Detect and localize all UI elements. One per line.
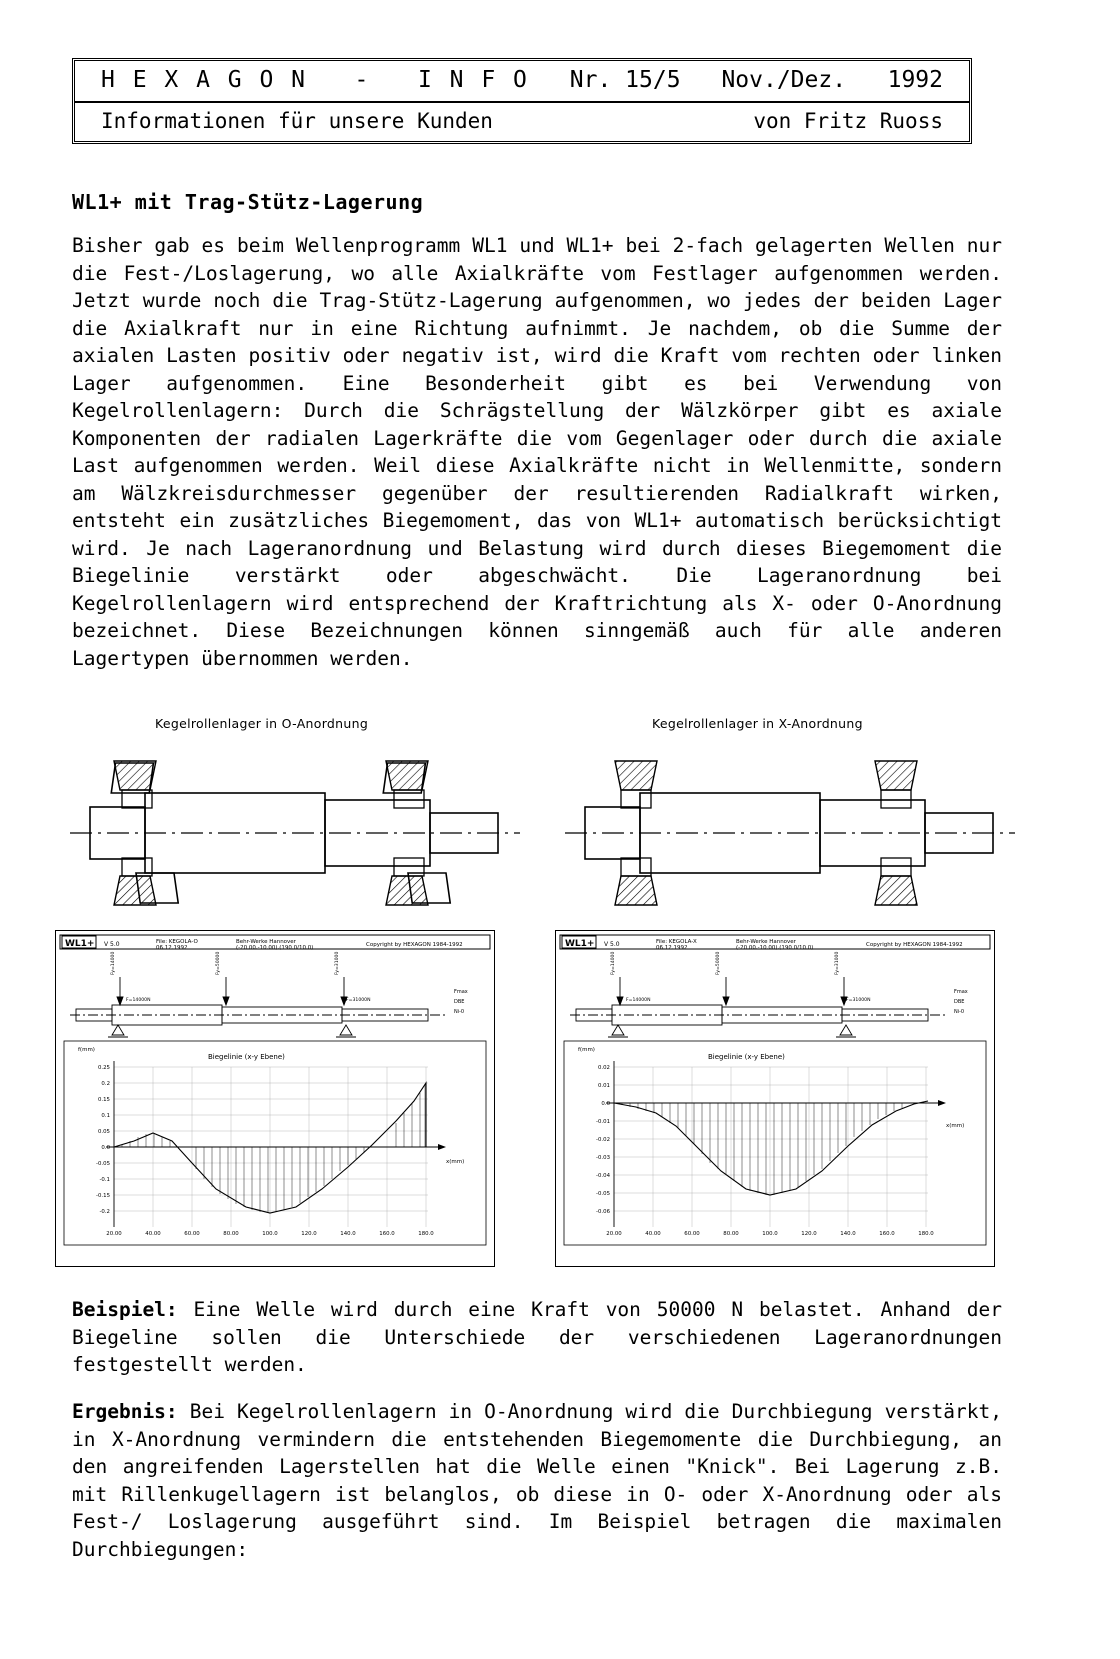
newsletter-header (72, 58, 972, 144)
svg-text:180.0: 180.0 (418, 1231, 434, 1237)
svg-text:F=14000N: F=14000N (626, 998, 651, 1003)
svg-text:140.0: 140.0 (340, 1231, 356, 1237)
svg-text:-0.05: -0.05 (96, 1161, 110, 1167)
svg-text:60.00: 60.00 (684, 1231, 700, 1237)
svg-text:0.1: 0.1 (101, 1113, 110, 1119)
plot-screenshot-o-arrangement (55, 930, 495, 1267)
svg-text:-0.05: -0.05 (596, 1191, 610, 1197)
svg-text:x(mm): x(mm) (446, 1159, 465, 1165)
svg-text:Fy=50000: Fy=50000 (716, 951, 721, 975)
header-top-row (75, 61, 969, 103)
svg-text:V 5.0: V 5.0 (604, 941, 620, 948)
svg-text:0.02: 0.02 (597, 1065, 610, 1071)
svg-text:Fmax: Fmax (454, 989, 468, 995)
svg-text:60.00: 60.00 (184, 1231, 200, 1237)
plot-right-svg (556, 931, 994, 1266)
svg-text:40.00: 40.00 (645, 1231, 661, 1237)
paragraph-beispiel (72, 1296, 1002, 1379)
svg-text:0.15: 0.15 (97, 1097, 110, 1103)
svg-text:Fy=31000: Fy=31000 (835, 951, 840, 975)
plot-left-svg (56, 931, 494, 1266)
page-title: WL1+ mit Trag-Stütz-Lagerung (72, 190, 424, 214)
svg-text:0.25: 0.25 (97, 1065, 110, 1071)
svg-text:180.0: 180.0 (918, 1231, 934, 1237)
plot-left-app-label: WL1+ (65, 939, 95, 949)
svg-text:Behr-Werke Hannover: Behr-Werke Hannover (236, 939, 296, 945)
issue-date: Nov./Dez. 1992 (721, 67, 943, 93)
svg-text:Copyright by HEXAGON 1984-1992: Copyright by HEXAGON 1984-1992 (366, 942, 463, 948)
svg-text:DBE: DBE (954, 999, 965, 1005)
diagram-caption-x: Kegelrollenlager in X-Anordnung (652, 716, 863, 731)
svg-text:140.0: 140.0 (840, 1231, 856, 1237)
svg-text:-0.04: -0.04 (596, 1173, 610, 1179)
svg-text:x(mm): x(mm) (946, 1123, 965, 1129)
beispiel-text: Eine Welle wird durch eine Kraft von 50000 N belastet. Anhand der Biegeline sollen die Unterschiede der verschiedenen Lageranordnungen festgestellt werden. (72, 1298, 1002, 1376)
header-bottom-row (75, 103, 969, 141)
svg-text:20.00: 20.00 (106, 1231, 122, 1237)
plot-screenshot-x-arrangement (555, 930, 995, 1267)
svg-text:06.12.1992: 06.12.1992 (156, 945, 188, 951)
diagram-caption-o: Kegelrollenlager in O-Anordnung (155, 716, 369, 731)
plot-left-chart-title: Biegelinie (x-y Ebene) (208, 1053, 285, 1061)
svg-text:80.00: 80.00 (223, 1231, 239, 1237)
svg-text:-0.06: -0.06 (596, 1209, 610, 1215)
svg-text:-0.15: -0.15 (96, 1193, 110, 1199)
header-author: von Fritz Ruoss (753, 109, 943, 133)
svg-text:0.05: 0.05 (97, 1129, 110, 1135)
svg-text:160.0: 160.0 (379, 1231, 395, 1237)
article-body: Bisher gab es beim Wellenprogramm WL1 und WL1+ bei 2-fach gelagerten Wellen nur die Fest-/Loslagerung, wo alle Axialkräfte vom Festlager aufgenommen werden. Jetzt wurde noch die Trag-Stütz-Lagerung aufgenommen, wo jedes der beiden Lager die Axialkraft nur in eine Richtung aufnimmt. Je nachdem, ob die Summe der axialen Lasten positiv oder negativ ist, wird die Kraft vom rechten oder linken Lager aufgenommen. Eine Besonderheit gibt es bei Verwendung von Kegelrollenlagern: Durch die Schrägstellung der Wälzkörper gibt es axiale Komponenten der radialen Lagerkräfte die vom Gegenlager oder durch die axiale Last aufgenommen werden. Weil diese Axialkräfte nicht in Wellenmitte, sondern am Wälzkreisdurchmesser gegenüber der resultierenden Radialkraft wirken, entsteht ein zusätzliches Biegemoment, das von WL1+ automatisch berücksichtigt wird. Je nach Lageranordnung und Belastung wird durch dieses Biegemoment die Biegelinie verstärkt oder abgeschwächt. Die Lageranordnung bei Kegelrollenlagern wird entsprechend der Kraftrichtung als X- oder O-Anordnung bezeichnet. Diese Bezeichnungen können sinngemäß auch für alle anderen Lagertypen übernommen werden. (72, 234, 1002, 670)
ergebnis-lead: Ergebnis: (72, 1400, 178, 1423)
svg-text:f(mm): f(mm) (78, 1047, 95, 1053)
svg-text:f(mm): f(mm) (578, 1047, 595, 1053)
svg-text:80.00: 80.00 (723, 1231, 739, 1237)
svg-text:(-20.00,-10.00),(190.0/10.0): (-20.00,-10.00),(190.0/10.0) (236, 945, 314, 951)
plot-right-app-label: WL1+ (565, 939, 595, 949)
issue-number: Nr. 15/5 (569, 67, 681, 93)
svg-text:(-20.00,-10.00),(190.0/10.0): (-20.00,-10.00),(190.0/10.0) (736, 945, 814, 951)
svg-text:Fy=31000: Fy=31000 (335, 951, 340, 975)
svg-text:Ni-0: Ni-0 (454, 1009, 465, 1015)
svg-text:0.2: 0.2 (101, 1081, 110, 1087)
svg-text:40.00: 40.00 (145, 1231, 161, 1237)
svg-text:120.0: 120.0 (301, 1231, 317, 1237)
plot-right-chart-title: Biegelinie (x-y Ebene) (708, 1053, 785, 1061)
svg-text:0.0: 0.0 (101, 1145, 110, 1151)
svg-text:DBE: DBE (454, 999, 465, 1005)
svg-text:-0.1: -0.1 (99, 1177, 110, 1183)
svg-text:-0.02: -0.02 (596, 1137, 610, 1143)
shaft-drawing-o-arrangement (70, 745, 520, 920)
header-subtitle: Informationen für unsere Kunden (101, 109, 493, 133)
svg-text:Fy=50000: Fy=50000 (216, 951, 221, 975)
svg-text:Copyright by HEXAGON 1984-1992: Copyright by HEXAGON 1984-1992 (866, 942, 963, 948)
svg-text:100.0: 100.0 (762, 1231, 778, 1237)
svg-text:-0.2: -0.2 (99, 1209, 110, 1215)
plot-right-deflection-curve (614, 1101, 928, 1195)
svg-text:-0.01: -0.01 (596, 1119, 610, 1125)
svg-text:F=14000N: F=14000N (126, 998, 151, 1003)
svg-text:06.12.1992: 06.12.1992 (656, 945, 688, 951)
svg-text:F=31000N: F=31000N (846, 998, 871, 1003)
svg-text:-0.03: -0.03 (596, 1155, 610, 1161)
paragraph-ergebnis (72, 1398, 1002, 1563)
ergebnis-text: Bei Kegelrollenlagern in O-Anordnung wird die Durchbiegung verstärkt, in X-Anordnung vermindern die entstehenden Biegemomente die Durchbiegung, an den angreifenden Lagerstellen hat die Welle einen "Knick". Bei Lagerung z.B. mit Rillenkugellagern ist belanglos, ob diese in O- oder X-Anordnung oder als Fest-/ Loslagerung ausgeführt sind. Im Beispiel betragen die maximalen Durchbiegungen: (72, 1400, 1002, 1561)
beispiel-lead: Beispiel: (72, 1298, 178, 1321)
svg-text:Ni-0: Ni-0 (954, 1009, 965, 1015)
svg-text:Behr-Werke Hannover: Behr-Werke Hannover (736, 939, 796, 945)
svg-text:Fy=14000: Fy=14000 (611, 951, 616, 975)
svg-text:0.01: 0.01 (597, 1083, 610, 1089)
svg-text:100.0: 100.0 (262, 1231, 278, 1237)
svg-text:120.0: 120.0 (801, 1231, 817, 1237)
svg-text:Fmax: Fmax (954, 989, 968, 995)
svg-text:V 5.0: V 5.0 (104, 941, 120, 948)
svg-text:Fy=14000: Fy=14000 (111, 951, 116, 975)
svg-text:File: KEGOLA-X: File: KEGOLA-X (656, 939, 697, 945)
publication-title: H E X A G O N - I N F O (101, 67, 529, 93)
svg-text:0.0: 0.0 (601, 1101, 610, 1107)
svg-text:File: KEGOLA-O: File: KEGOLA-O (156, 939, 198, 945)
svg-text:160.0: 160.0 (879, 1231, 895, 1237)
svg-text:20.00: 20.00 (606, 1231, 622, 1237)
shaft-drawing-x-arrangement (565, 745, 1015, 920)
svg-text:F=31000N: F=31000N (346, 998, 371, 1003)
